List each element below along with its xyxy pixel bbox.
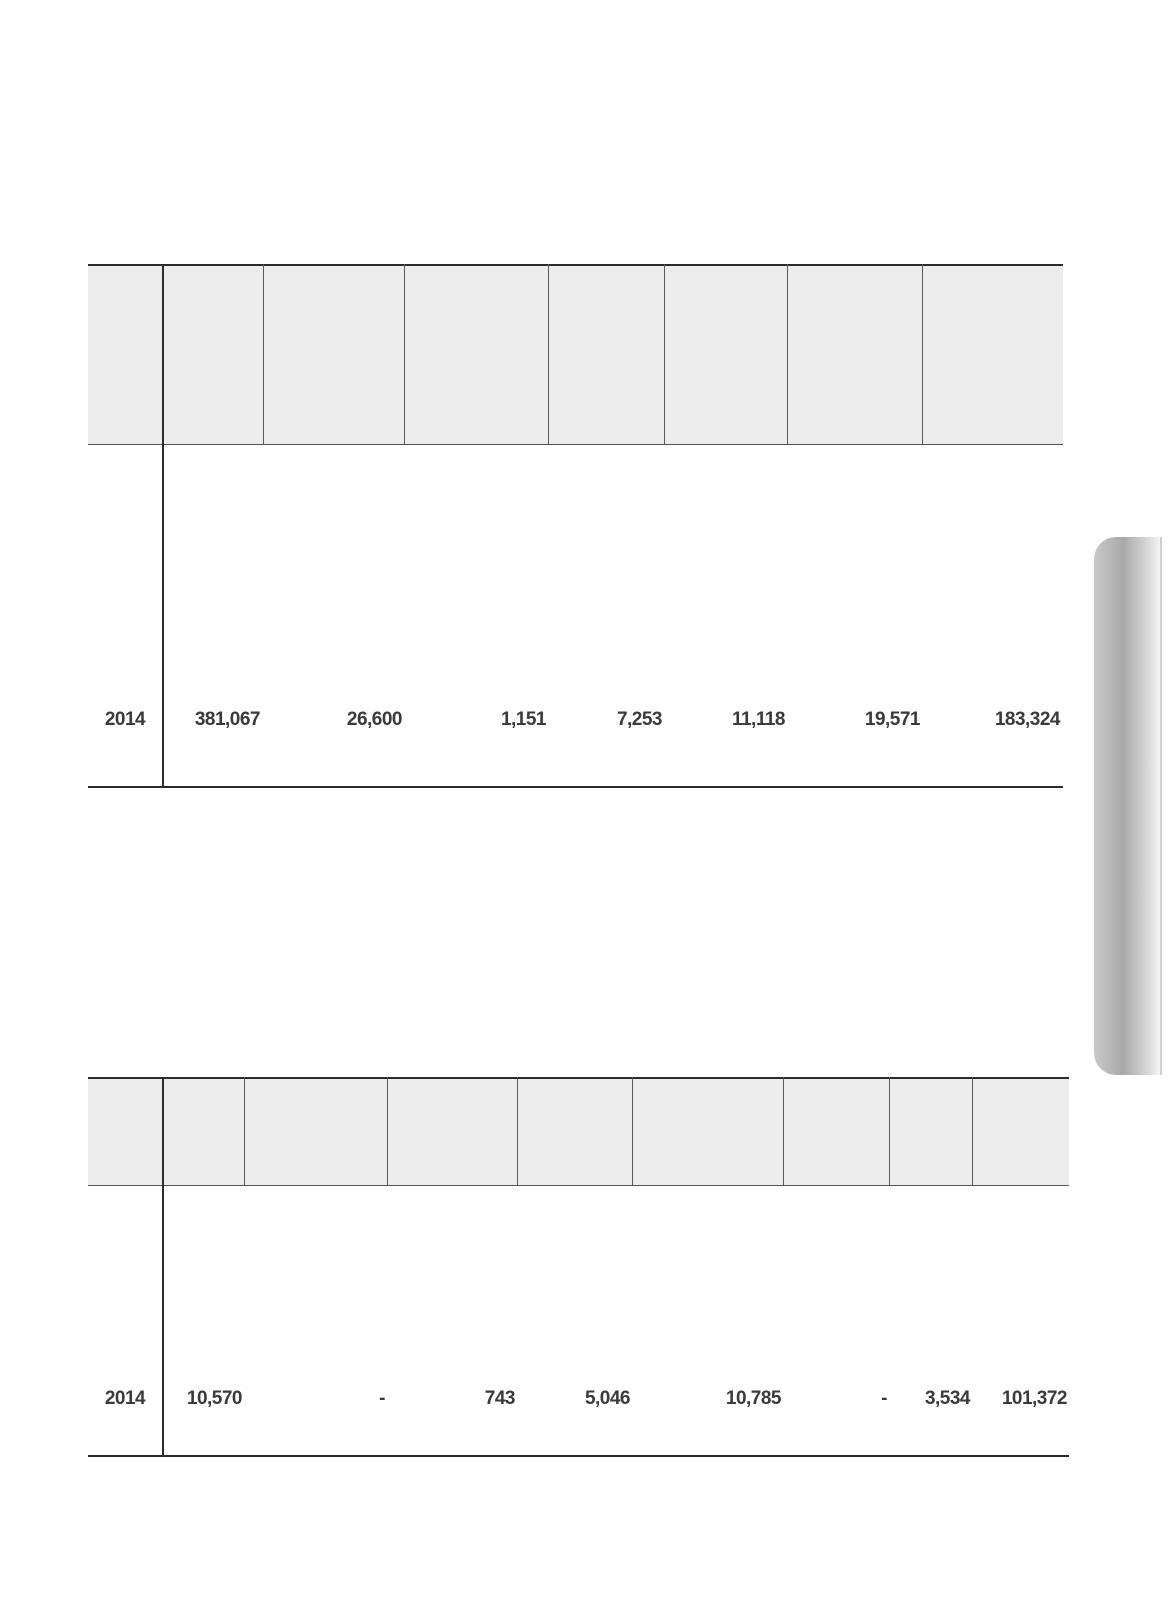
- header-bottom-rule: [88, 1185, 1069, 1186]
- value-cell: -: [881, 1388, 887, 1409]
- header-column-divider: [787, 264, 788, 444]
- header-column-divider: [517, 1077, 518, 1185]
- header-column-divider: [632, 1077, 633, 1185]
- statistics-table-1: [88, 264, 1063, 788]
- table-row: [88, 705, 1063, 735]
- table-row: [88, 1384, 1069, 1414]
- table-top-rule: [88, 1077, 1069, 1079]
- header-column-divider: [548, 264, 549, 444]
- value-cell: 743: [484, 1388, 515, 1409]
- header-column-divider: [244, 1077, 245, 1185]
- header-column-divider: [889, 1077, 890, 1185]
- header-column-divider: [922, 264, 923, 444]
- table-header-area: [88, 264, 1063, 444]
- header-bottom-rule: [88, 444, 1063, 445]
- header-column-divider: [263, 264, 264, 444]
- value-cell: 7,253: [616, 709, 662, 730]
- value-cell: 3,534: [924, 1388, 970, 1409]
- value-cell: 10,785: [725, 1388, 781, 1409]
- chapter-side-tab: [1094, 537, 1162, 1075]
- table-header-area: [88, 1077, 1069, 1185]
- header-column-divider: [783, 1077, 784, 1185]
- value-cell: -: [379, 1388, 385, 1409]
- value-cell: 183,324: [994, 709, 1060, 730]
- value-cell: 26,600: [346, 709, 402, 730]
- statistics-table-2: [88, 1077, 1069, 1457]
- header-column-divider: [387, 1077, 388, 1185]
- value-cell: 381,067: [194, 709, 260, 730]
- header-column-divider: [972, 1077, 973, 1185]
- value-cell: 19,571: [864, 709, 920, 730]
- year-cell: 2014: [104, 1388, 146, 1409]
- table-bottom-rule: [88, 1455, 1069, 1457]
- value-cell: 10,570: [186, 1388, 242, 1409]
- table-bottom-rule: [88, 786, 1063, 788]
- year-cell: 2014: [104, 709, 146, 730]
- value-cell: 1,151: [500, 709, 546, 730]
- header-column-divider: [664, 264, 665, 444]
- table-top-rule: [88, 264, 1063, 266]
- value-cell: 101,372: [1001, 1388, 1067, 1409]
- value-cell: 5,046: [584, 1388, 630, 1409]
- header-column-divider: [404, 264, 405, 444]
- value-cell: 11,118: [731, 709, 785, 730]
